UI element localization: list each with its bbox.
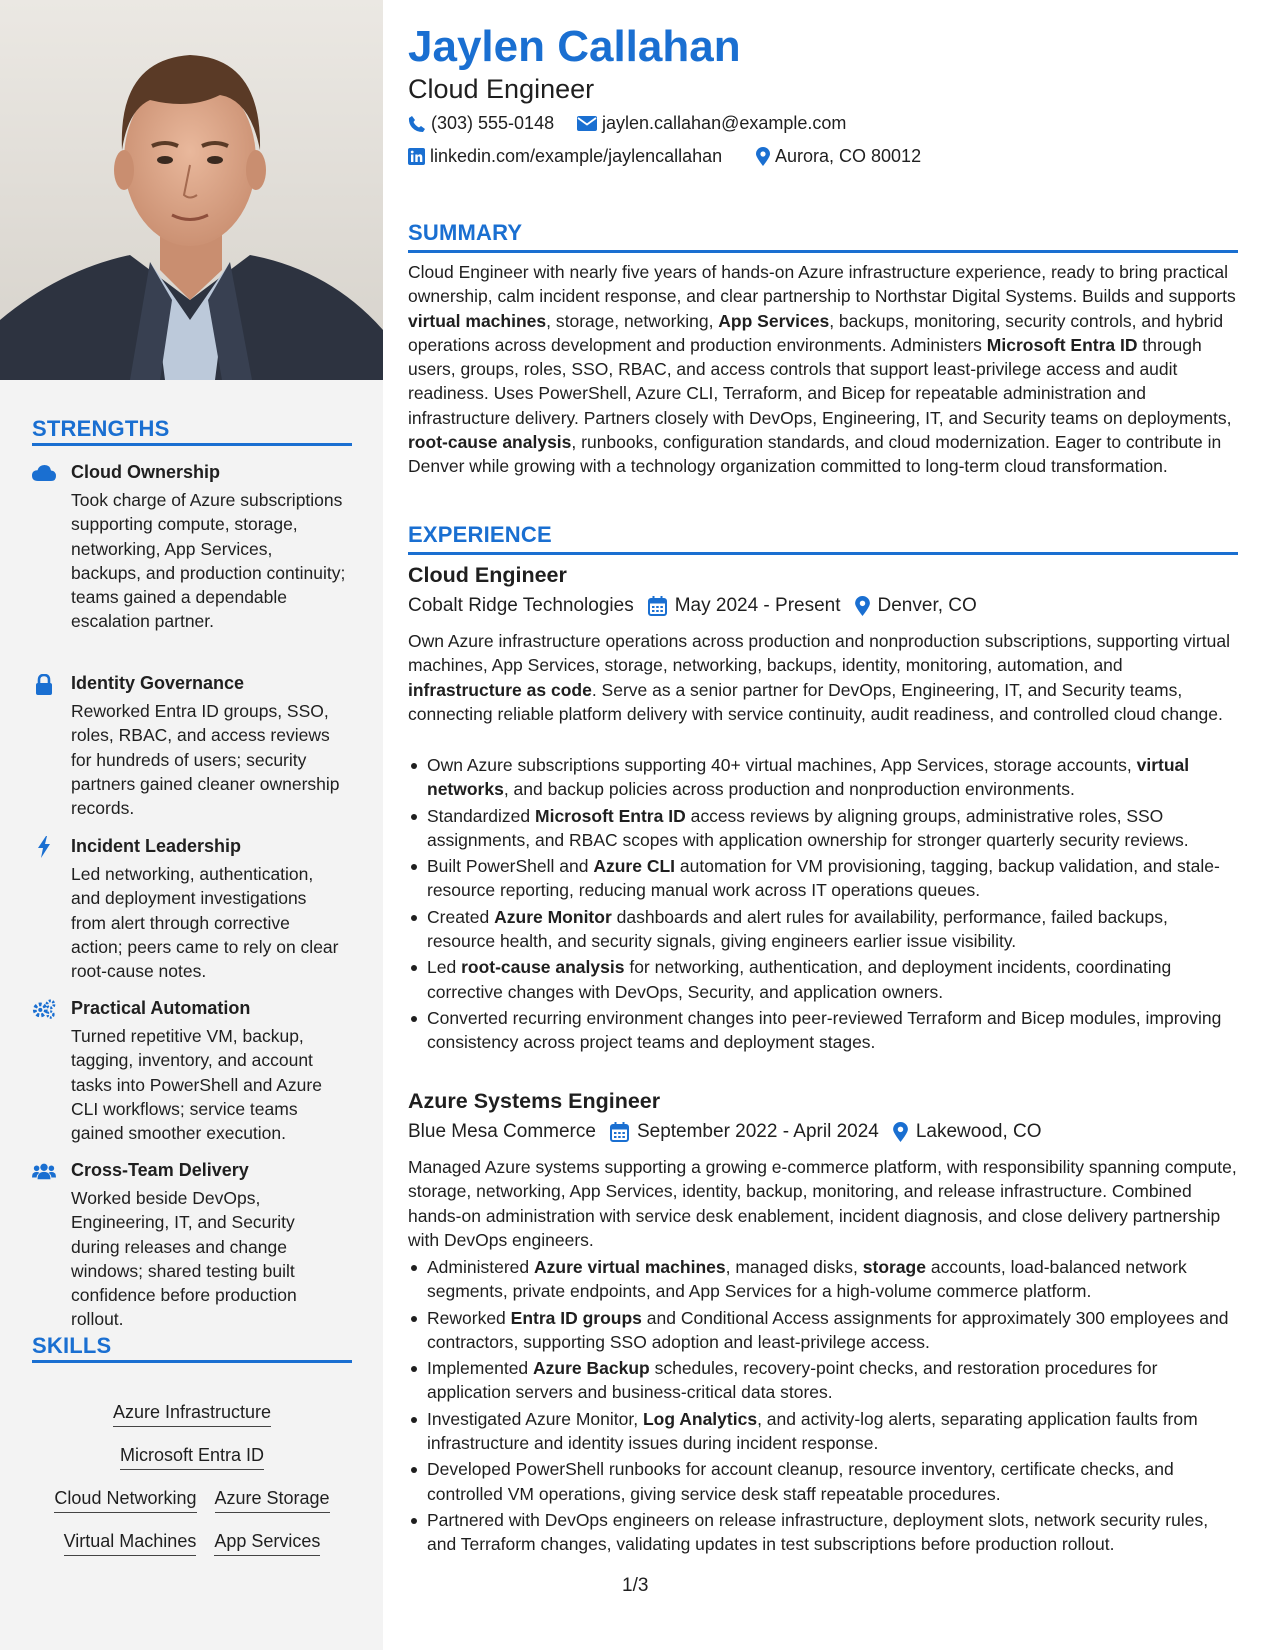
summary-heading: SUMMARY xyxy=(408,220,523,245)
users-icon xyxy=(32,1160,56,1182)
phone-text: (303) 555-0148 xyxy=(431,113,555,133)
bullet-item: Built PowerShell and Azure CLI automation for VM provisioning, tagging, backup validation, and stale-resource reporting, reducing manual work across IT operations queues. xyxy=(408,854,1238,903)
skills-rule xyxy=(32,1360,352,1363)
bullet-item: Converted recurring environment changes into peer-reviewed Terraform and Bicep modules, improving consistency across project teams and deployment stages. xyxy=(408,1006,1238,1055)
cloud-icon xyxy=(32,462,56,484)
strength-title: Cloud Ownership xyxy=(71,462,221,482)
skill-tag: Microsoft Entra ID xyxy=(120,1445,264,1470)
skill-tag: Azure Storage xyxy=(215,1488,330,1513)
contact-linkedin[interactable] xyxy=(408,146,722,167)
strengths-heading: STRENGTHS xyxy=(32,416,170,441)
strength-text: Reworked Entra ID groups, SSO, roles, RBAC, and access reviews for hundreds of users; security partners gained cleaner ownership records. xyxy=(71,701,340,819)
strength-title: Incident Leadership xyxy=(71,836,242,856)
summary-text: Cloud Engineer with nearly five years of hands-on Azure infrastructure experience, ready to bring practical ownership, calm incident response, and clear partnership to Northstar Digital Systems. Builds and supports virtual machines, storage, networking, App Services, backups, monitoring, security controls, and hybrid operations across development and production environments. Administers Microsoft Entra ID through users, groups, roles, SSO, RBAC, and access controls that support least-privilege access and audit readiness. Uses PowerShell, Azure CLI, Terraform, and Bicep for repeatable administration and infrastructure delivery. Partners closely with DevOps, Engineering, IT, and Security teams on deployments, root-cause analysis, runbooks, configuration standards, and cloud modernization. Eager to contribute in Denver while growing with a technology organization committed to long-term cloud transformation. xyxy=(408,262,1236,477)
map-pin-icon xyxy=(893,1122,908,1142)
contact-phone[interactable] xyxy=(408,113,554,134)
envelope-icon xyxy=(577,116,597,131)
map-pin-icon xyxy=(756,147,770,166)
candidate-title: Cloud Engineer xyxy=(408,74,595,104)
location-text: Aurora, CO 80012 xyxy=(775,146,922,166)
job-dates: September 2022 - April 2024 xyxy=(636,1121,879,1142)
phone-icon xyxy=(408,115,426,133)
email-text: jaylen.callahan@example.com xyxy=(602,113,847,133)
profile-photo xyxy=(0,0,383,380)
bullet-item: Created Azure Monitor dashboards and alert rules for availability, performance, failed backups, resource health, and security signals, giving engineers earlier issue visibility. xyxy=(408,905,1238,954)
job-role: Cloud Engineer xyxy=(408,563,567,587)
job-meta xyxy=(408,595,977,617)
strength-text: Turned repetitive VM, backup, tagging, inventory, and account tasks into PowerShell and Azure CLI workflows; service teams gained smoother execution. xyxy=(71,1026,322,1144)
bolt-icon xyxy=(32,836,56,858)
bullet-item: Administered Azure virtual machines, managed disks, storage accounts, load-balanced network segments, private endpoints, and App Services for a high-volume commerce platform. xyxy=(408,1255,1238,1304)
summary-rule xyxy=(408,250,1238,253)
job-company: Blue Mesa Commerce xyxy=(408,1121,596,1142)
bullet-item: Investigated Azure Monitor, Log Analytics, and activity-log alerts, separating application faults from infrastructure and identity issues during incident response. xyxy=(408,1407,1238,1456)
linkedin-text: linkedin.com/example/jaylencallahan xyxy=(430,146,723,166)
strength-text: Took charge of Azure subscriptions supporting compute, storage, networking, App Services, backups, and production continuity; teams gained a dependable escalation partner. xyxy=(71,490,346,632)
experience-rule xyxy=(408,552,1238,555)
job-bullets xyxy=(408,753,1238,1057)
job-dates: May 2024 - Present xyxy=(674,595,841,616)
sidebar xyxy=(0,0,383,1650)
candidate-name: Jaylen Callahan xyxy=(408,22,741,71)
skill-tag: App Services xyxy=(214,1531,320,1556)
contact-email[interactable] xyxy=(577,113,846,134)
strengths-rule xyxy=(32,443,352,446)
job-description: Own Azure infrastructure operations across production and nonproduction subscriptions, supporting virtual machines, App Services, storage, networking, backups, identity, monitoring, automation, and infrastructure as code. Serve as a senior partner for DevOps, Engineering, IT, and Security teams, connecting reliable platform delivery with service continuity, audit readiness, and controlled cloud change. xyxy=(408,631,1230,724)
skills-list xyxy=(32,1402,352,1574)
bullet-item: Implemented Azure Backup schedules, recovery-point checks, and restoration procedures for application servers and business-critical data stores. xyxy=(408,1356,1238,1405)
job-location: Lakewood, CO xyxy=(915,1121,1042,1142)
job-company: Cobalt Ridge Technologies xyxy=(408,595,634,616)
bullet-item: Led root-cause analysis for networking, authentication, and deployment incidents, coordinating corrective changes with DevOps, Security, and application owners. xyxy=(408,955,1238,1004)
bullet-item: Developed PowerShell runbooks for account cleanup, resource inventory, certificate checks, and controlled VM operations, giving service desk staff repeatable procedures. xyxy=(408,1457,1238,1506)
bullet-item: Reworked Entra ID groups and Conditional Access assignments for approximately 300 employees and contractors, supporting SSO adoption and least-privilege access. xyxy=(408,1306,1238,1355)
bullet-item: Own Azure subscriptions supporting 40+ virtual machines, App Services, storage accounts, virtual networks, and backup policies across production and nonproduction environments. xyxy=(408,753,1238,802)
skill-tag: Cloud Networking xyxy=(54,1488,196,1513)
calendar-icon xyxy=(648,596,667,616)
strength-text: Led networking, authentication, and deployment investigations from alert through corrective action; peers came to rely on clear root-cause notes. xyxy=(71,864,339,982)
lock-icon xyxy=(32,673,56,695)
bullet-item: Partnered with DevOps engineers on release infrastructure, deployment slots, network security rules, and Terraform changes, validating updates in test subscriptions before production rollout. xyxy=(408,1508,1238,1557)
linkedin-icon xyxy=(408,148,425,165)
bullet-item: Standardized Microsoft Entra ID access reviews by aligning groups, administrative roles, SSO assignments, and RBAC scopes with application ownership for stronger quarterly security reviews. xyxy=(408,804,1238,853)
skill-tag: Azure Infrastructure xyxy=(113,1402,271,1427)
job-bullets xyxy=(408,1255,1238,1559)
skills-heading: SKILLS xyxy=(32,1333,112,1358)
experience-heading: EXPERIENCE xyxy=(408,522,552,547)
strength-text: Worked beside DevOps, Engineering, IT, and Security during releases and change windows; shared testing built confidence before production rollout. xyxy=(71,1188,297,1330)
calendar-icon xyxy=(610,1122,629,1142)
contact-location xyxy=(756,146,921,167)
page-number: 1/3 xyxy=(622,1575,649,1596)
job-location: Denver, CO xyxy=(877,595,977,616)
strength-title: Cross-Team Delivery xyxy=(71,1160,249,1180)
job-role: Azure Systems Engineer xyxy=(408,1089,661,1113)
skill-tag: Virtual Machines xyxy=(64,1531,197,1556)
job-meta xyxy=(408,1121,1042,1143)
strength-title: Practical Automation xyxy=(71,998,251,1018)
strength-title: Identity Governance xyxy=(71,673,245,693)
map-pin-icon xyxy=(855,596,870,616)
job-description: Managed Azure systems supporting a growing e-commerce platform, with responsibility spanning compute, storage, networking, App Services, identity, backup, monitoring, and release infrastructure. Combined hands-on administration with service desk enablement, incident diagnosis, and close delivery partnership with DevOps engineers. xyxy=(408,1157,1237,1250)
gears-icon xyxy=(32,998,56,1020)
